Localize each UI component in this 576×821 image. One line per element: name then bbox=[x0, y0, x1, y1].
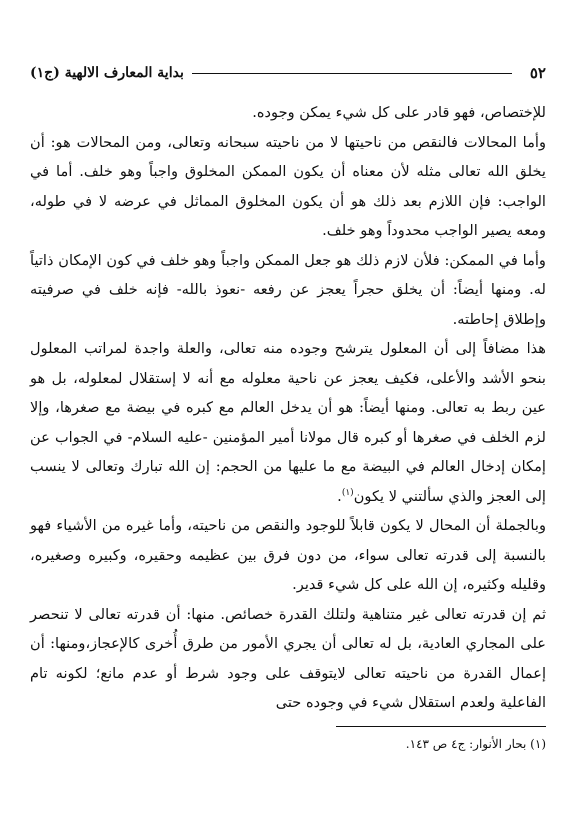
header-rule bbox=[192, 73, 512, 74]
page-header bbox=[30, 60, 546, 86]
footnote-separator bbox=[336, 726, 546, 727]
paragraph-1: للإختصاص، فهو قادر على كل شيء يمكن وجوده. bbox=[252, 104, 546, 121]
page-number: ٥٢ bbox=[529, 64, 546, 82]
paragraph-4-text: هذا مضافاً إلى أن المعلول يترشح وجوده منه تعالى، والعلة واجدة لمراتب المعلول بنحو الأشد والأعلى، فكيف يعجز عن ناحية معلوله مع أنه لا إستقلال لمعلوله، بل هو عين ربط به تعالى. ومنها أيضاً: هو أن يدخل العالم مع كبره في بيضة مع صغرها، وإلا لزم الخلف في صغرها أو كبره قال مولانا أمير المؤمنين -عليه السلام- في الجواب عن إمكان إدخال العالم في البيضة مع ما عليها من الحجم: إن الله تبارك وتعالى لا ينسب إلى العجز والذي سألتني لا يكون bbox=[30, 340, 546, 505]
footnote-marker: (١) bbox=[341, 487, 354, 498]
paragraph-4: هذا مضافاً إلى أن المعلول يترشح وجوده منه تعالى، والعلة واجدة لمراتب المعلول بنحو الأشد والأعلى، فكيف يعجز عن ناحية معلوله مع أنه لا إستقلال لمعلوله، بل هو عين ربط به تعالى. ومنها أيضاً: هو أن يدخل العالم مع كبره في بيضة مع صغرها، وإلا لزم الخلف في صغرها أو كبره قال مولانا أمير المؤمنين -عليه السلام- في الجواب عن إمكان إدخال العالم في البيضة مع ما عليها من الحجم: إن الله تبارك وتعالى لا ينسب إلى العجز والذي سألتني لا يكون$^{(١)}$. bbox=[30, 340, 546, 505]
book-title: بداية المعارف الالهية (ج١) bbox=[30, 65, 184, 81]
paragraph-5: وبالجملة أن المحال لا يكون قابلاً للوجود والنقص من ناحيته، وأما غيره من الأشياء فهو بالنسبة إلى قدرته تعالى سواء، من دون فرق بين عظيمه وحقيره، وكبيره وصغيره، وقليله وكثيره، إن الله على كل شيء قدير. bbox=[30, 517, 546, 593]
paragraph-3: وأما في الممكن: فلأن لازم ذلك هو جعل الممكن واجباً وهو خلف في كون الإمكان ذاتياً له. ومنها أيضاً: أن يخلق حجراً يعجز عن رفعه -نعوذ بالله- فإنه خلف في صرفيته وإطلاق إحاطته. bbox=[30, 251, 546, 328]
paragraph-6: ثم إن قدرته تعالى غير متناهية ولتلك القدرة خصائص. منها: أن قدرته تعالى لا تنحصر على المجاري العادية، بل له تعالى أن يجري الأمور من طرق أُخرى كالإعجاز،ومنها: أن إعمال القدرة من ناحيته تعالى لايتوقف على وجود شرط أو عدم مانع؛ لكونه تام الفاعلية ولعدم استقلال شيء في وجوده حتى bbox=[30, 605, 546, 711]
footnote: (١) بحار الأنوار: ج٤ ص ١٤٣. bbox=[405, 737, 546, 751]
page-body bbox=[30, 98, 546, 718]
paragraph-2: وأما المحالات فالنقص من ناحيتها لا من ناحيته سبحانه وتعالى، ومن المحالات هو: أن يخلق الله تعالى مثله لأن معناه أن يكون الممكن المخلوق واجباً وهو خلف. أما في الواجب: فإن اللازم بعد ذلك هو أن يكون المخلوق المماثل في عرضه لا في طوله، ومعه يصير الواجب محدوداً وهو خلف. bbox=[30, 133, 546, 239]
